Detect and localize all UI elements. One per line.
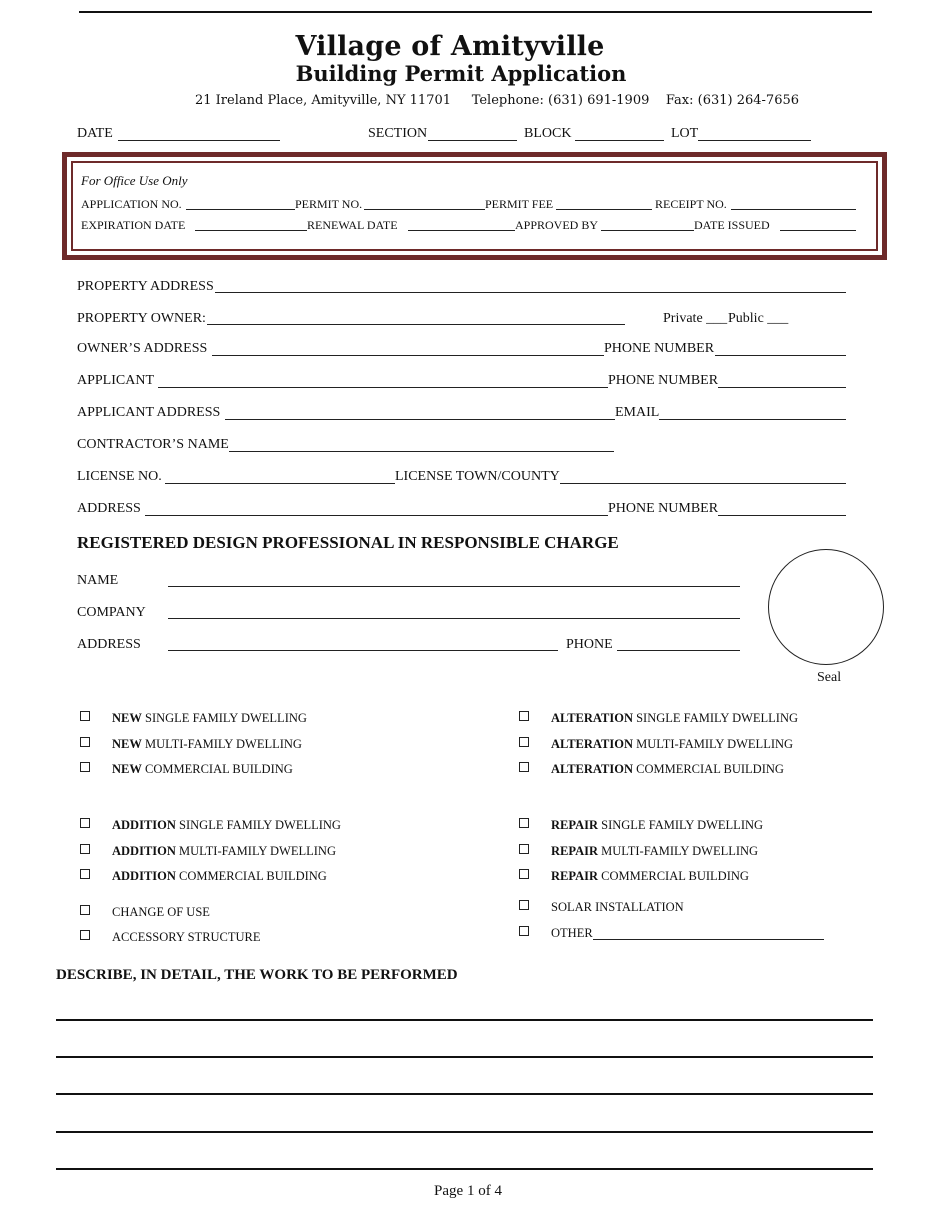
renewal-date-label: RENEWAL DATE xyxy=(307,218,398,232)
label-solar-installation: SOLAR INSTALLATION xyxy=(551,900,684,914)
lot-label: LOT xyxy=(671,126,699,141)
application-no-label: APPLICATION NO. xyxy=(81,197,182,211)
label-change-of-use: CHANGE OF USE xyxy=(112,905,210,919)
top-rule xyxy=(79,11,872,13)
describe-work-heading: DESCRIBE, IN DETAIL, THE WORK TO BE PERFORMED xyxy=(56,967,458,983)
checkbox-other[interactable] xyxy=(519,926,529,936)
office-use-inner-border xyxy=(71,161,878,251)
checkbox-alteration-single-family[interactable] xyxy=(519,711,529,721)
label-other: OTHER xyxy=(551,926,593,940)
checkbox-addition-commercial[interactable] xyxy=(80,869,90,879)
contractors-name-label: CONTRACTOR’S NAME xyxy=(77,437,229,452)
owner-phone-field[interactable] xyxy=(715,355,846,356)
date-issued-field[interactable] xyxy=(780,230,856,231)
expiration-date-field[interactable] xyxy=(195,230,307,231)
applicant-address-label: APPLICANT ADDRESS xyxy=(77,405,221,420)
village-fax: Fax: (631) 264-7656 xyxy=(665,93,800,108)
seal-label: Seal xyxy=(817,670,842,685)
property-owner-label: PROPERTY OWNER: xyxy=(77,311,206,326)
date-issued-label: DATE ISSUED xyxy=(694,218,770,232)
work-description-line-5[interactable] xyxy=(56,1168,873,1170)
checkbox-change-of-use[interactable] xyxy=(80,905,90,915)
approved-by-field[interactable] xyxy=(601,230,694,231)
applicant-field[interactable] xyxy=(158,387,608,388)
license-town-label: LICENSE TOWN/COUNTY xyxy=(395,469,560,484)
label-new-multi-family: NEW MULTI-FAMILY DWELLING xyxy=(112,737,302,751)
contractor-address-field[interactable] xyxy=(145,515,608,516)
license-town-field[interactable] xyxy=(560,483,846,484)
checkbox-addition-single-family[interactable] xyxy=(80,818,90,828)
label-alteration-commercial: ALTERATION COMMERCIAL BUILDING xyxy=(551,762,784,776)
owners-address-field[interactable] xyxy=(212,355,604,356)
village-address: 21 Ireland Place, Amityville, NY 11701 xyxy=(195,93,452,108)
email-field[interactable] xyxy=(659,419,846,420)
permit-no-label: PERMIT NO. xyxy=(295,197,363,211)
other-field[interactable] xyxy=(593,939,824,940)
license-no-field[interactable] xyxy=(165,483,395,484)
label-alteration-multi-family: ALTERATION MULTI-FAMILY DWELLING xyxy=(551,737,794,751)
checkbox-new-commercial[interactable] xyxy=(80,762,90,772)
applicant-label: APPLICANT xyxy=(77,373,155,388)
label-repair-single-family: REPAIR SINGLE FAMILY DWELLING xyxy=(551,818,764,832)
label-repair-multi-family: REPAIR MULTI-FAMILY DWELLING xyxy=(551,844,759,858)
date-label: DATE xyxy=(77,126,113,141)
label-addition-single-family: ADDITION SINGLE FAMILY DWELLING xyxy=(112,818,341,832)
checkbox-repair-commercial[interactable] xyxy=(519,869,529,879)
section-field[interactable] xyxy=(428,140,517,141)
contractor-phone-field[interactable] xyxy=(718,515,846,516)
dp-phone-label: PHONE xyxy=(566,637,613,652)
form-title: Building Permit Application xyxy=(295,61,627,86)
approved-by-label: APPROVED BY xyxy=(515,218,599,232)
lot-field[interactable] xyxy=(698,140,811,141)
checkbox-alteration-multi-family[interactable] xyxy=(519,737,529,747)
block-label: BLOCK xyxy=(524,126,572,141)
applicant-phone-label: PHONE NUMBER xyxy=(608,373,719,388)
contact-line xyxy=(195,93,799,109)
checkbox-solar-installation[interactable] xyxy=(519,900,529,910)
contractor-phone-label: PHONE NUMBER xyxy=(608,501,719,516)
label-alteration-single-family: ALTERATION SINGLE FAMILY DWELLING xyxy=(551,711,799,725)
contractor-address-label: ADDRESS xyxy=(77,501,141,516)
property-address-field[interactable] xyxy=(215,292,846,293)
work-description-line-4[interactable] xyxy=(56,1131,873,1133)
village-telephone: Telephone: (631) 691-1909 xyxy=(471,93,650,108)
public-option[interactable]: Public ___ xyxy=(728,311,789,326)
work-description-line-1[interactable] xyxy=(56,1019,873,1021)
email-label: EMAIL xyxy=(615,405,660,420)
dp-company-field[interactable] xyxy=(168,618,740,619)
dp-address-field[interactable] xyxy=(168,650,558,651)
property-address-label: PROPERTY ADDRESS xyxy=(77,279,214,294)
section-label: SECTION xyxy=(368,126,428,141)
renewal-date-field[interactable] xyxy=(408,230,515,231)
permit-no-field[interactable] xyxy=(364,209,485,210)
applicant-phone-field[interactable] xyxy=(718,387,846,388)
seal-circle xyxy=(768,549,884,665)
office-use-heading: For Office Use Only xyxy=(81,173,188,188)
block-field[interactable] xyxy=(575,140,664,141)
checkbox-new-multi-family[interactable] xyxy=(80,737,90,747)
checkbox-addition-multi-family[interactable] xyxy=(80,844,90,854)
work-description-line-2[interactable] xyxy=(56,1056,873,1058)
village-title: Village of Amityville xyxy=(295,31,605,62)
label-new-commercial: NEW COMMERCIAL BUILDING xyxy=(112,762,293,776)
dp-name-field[interactable] xyxy=(168,586,740,587)
design-professional-heading: REGISTERED DESIGN PROFESSIONAL IN RESPONSIBLE CHARGE xyxy=(77,533,619,552)
dp-name-label: NAME xyxy=(77,573,119,588)
office-use-box xyxy=(62,152,887,260)
owner-phone-label: PHONE NUMBER xyxy=(604,341,715,356)
dp-address-label: ADDRESS xyxy=(77,637,141,652)
private-option[interactable]: Private ___ xyxy=(663,311,728,326)
checkbox-repair-single-family[interactable] xyxy=(519,818,529,828)
work-description-line-3[interactable] xyxy=(56,1093,873,1095)
dp-phone-field[interactable] xyxy=(617,650,740,651)
receipt-no-field[interactable] xyxy=(731,209,856,210)
permit-fee-field[interactable] xyxy=(556,209,652,210)
application-no-field[interactable] xyxy=(186,209,295,210)
checkbox-repair-multi-family[interactable] xyxy=(519,844,529,854)
page-number: Page 1 of 4 xyxy=(434,1183,502,1199)
label-accessory-structure: ACCESSORY STRUCTURE xyxy=(112,930,261,944)
applicant-address-field[interactable] xyxy=(225,419,615,420)
owners-address-label: OWNER’S ADDRESS xyxy=(77,341,208,356)
permit-fee-label: PERMIT FEE xyxy=(485,197,554,211)
label-addition-multi-family: ADDITION MULTI-FAMILY DWELLING xyxy=(112,844,336,858)
license-no-label: LICENSE NO. xyxy=(77,469,162,484)
date-field[interactable] xyxy=(118,140,280,141)
label-repair-commercial: REPAIR COMMERCIAL BUILDING xyxy=(551,869,749,883)
contractors-name-field[interactable] xyxy=(229,451,614,452)
expiration-date-label: EXPIRATION DATE xyxy=(81,218,186,232)
dp-company-label: COMPANY xyxy=(77,605,146,620)
receipt-no-label: RECEIPT NO. xyxy=(655,197,727,211)
checkbox-accessory-structure[interactable] xyxy=(80,930,90,940)
label-addition-commercial: ADDITION COMMERCIAL BUILDING xyxy=(112,869,327,883)
property-owner-field[interactable] xyxy=(207,324,625,325)
label-new-single-family: NEW SINGLE FAMILY DWELLING xyxy=(112,711,307,725)
checkbox-new-single-family[interactable] xyxy=(80,711,90,721)
checkbox-alteration-commercial[interactable] xyxy=(519,762,529,772)
